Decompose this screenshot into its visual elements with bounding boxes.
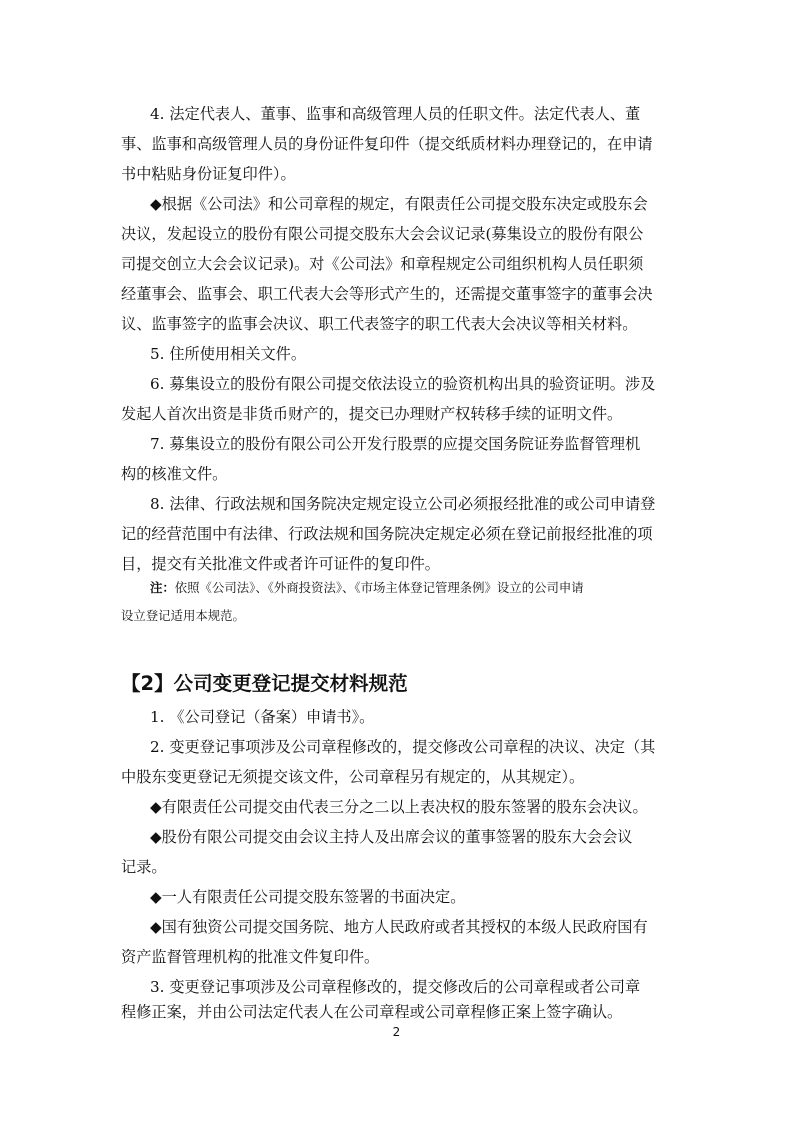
p4-line-2: 事、监事和高级管理人员的身份证件复印件（提交纸质材料办理登记的，在申请 — [121, 135, 653, 153]
s2-p3-line-1: 3. 变更登记事项涉及公司章程修改的，提交修改后的公司章程或者公司章 — [150, 978, 641, 996]
p4-note-line-1: ◆根据《公司法》和公司章程的规定，有限责任公司提交股东决定或股东会 — [150, 195, 648, 213]
p5-line: 5. 住所使用相关文件。 — [150, 345, 307, 363]
p8-line-2: 记的经营范围中有法律、行政法规和国务院决定规定必须在登记前报经批准的项 — [121, 525, 653, 543]
note-line-2: 设立登记适用本规范。 — [121, 608, 245, 623]
s2-bullet-2-line-1: ◆股份有限公司提交由会议主持人及出席会议的董事签署的股东大会会议 — [150, 828, 633, 846]
p4-note-line-3: 司提交创立大会会议记录)。对《公司法》和章程规定公司组织机构人员任职须 — [121, 255, 644, 273]
s2-p2-line-2: 中股东变更登记无须提交该文件，公司章程另有规定的，从其规定）。 — [121, 768, 585, 786]
p7-line-2: 构的核准文件。 — [121, 465, 228, 483]
s2-p2-line-1: 2. 变更登记事项涉及公司章程修改的，提交修改公司章程的决议、决定（其 — [150, 738, 656, 756]
s2-bullet-2-line-2: 记录。 — [121, 858, 167, 876]
s2-bullet-1: ◆有限责任公司提交由代表三分之二以上表决权的股东签署的股东会决议。 — [150, 798, 648, 816]
p7-line-1: 7. 募集设立的股份有限公司公开发行股票的应提交国务院证券监督管理机 — [150, 435, 641, 453]
p4-note-line-5: 议、监事签字的监事会决议、职工代表签字的职工代表大会决议等相关材料。 — [121, 315, 638, 333]
s2-bullet-3: ◆一人有限责任公司提交股东签署的书面决定。 — [150, 888, 466, 906]
note-line-1 — [150, 579, 682, 597]
note-text: 依照《公司法》、《外商投资法》、《市场主体登记管理条例》设立的公司申请 — [174, 580, 584, 595]
s2-bullet-4-line-2: 资产监督管理机构的批准文件复印件。 — [121, 948, 380, 966]
page-number: 2 — [392, 1025, 401, 1039]
p4-line-1: 4. 法定代表人、董事、监事和高级管理人员的任职文件。法定代表人、董 — [150, 105, 641, 123]
s2-p1-line: 1. 《公司登记（备案）申请书》。 — [150, 708, 375, 726]
p6-line-2: 发起人首次出资是非货币财产的，提交已办理财产权转移手续的证明文件。 — [121, 405, 623, 423]
section-heading: 【2】公司变更登记提交材料规范 — [121, 672, 408, 695]
s2-bullet-4-line-1: ◆国有独资公司提交国务院、地方人民政府或者其授权的本级人民政府国有 — [150, 918, 648, 936]
p4-line-3: 书中粘贴身份证复印件）。 — [121, 165, 296, 183]
p6-line-1: 6. 募集设立的股份有限公司提交依法设立的验资机构出具的验资证明。涉及 — [150, 375, 656, 393]
p8-line-3: 目，提交有关批准文件或者许可证件的复印件。 — [121, 555, 440, 573]
s2-p3-line-2: 程修正案，并由公司法定代表人在公司章程或公司章程修正案上签字确认。 — [121, 1003, 623, 1021]
p8-line-1: 8. 法律、行政法规和国务院决定规定设立公司必须报经批准的或公司申请登 — [150, 495, 656, 513]
p4-note-line-4: 经董事会、监事会、职工代表大会等形式产生的，还需提交董事签字的董事会决 — [121, 285, 653, 303]
p4-note-line-2: 决议，发起设立的股份有限公司提交股东大会会议记录(募集设立的股份有限公 — [121, 225, 644, 243]
note-label: 注： — [150, 580, 175, 595]
